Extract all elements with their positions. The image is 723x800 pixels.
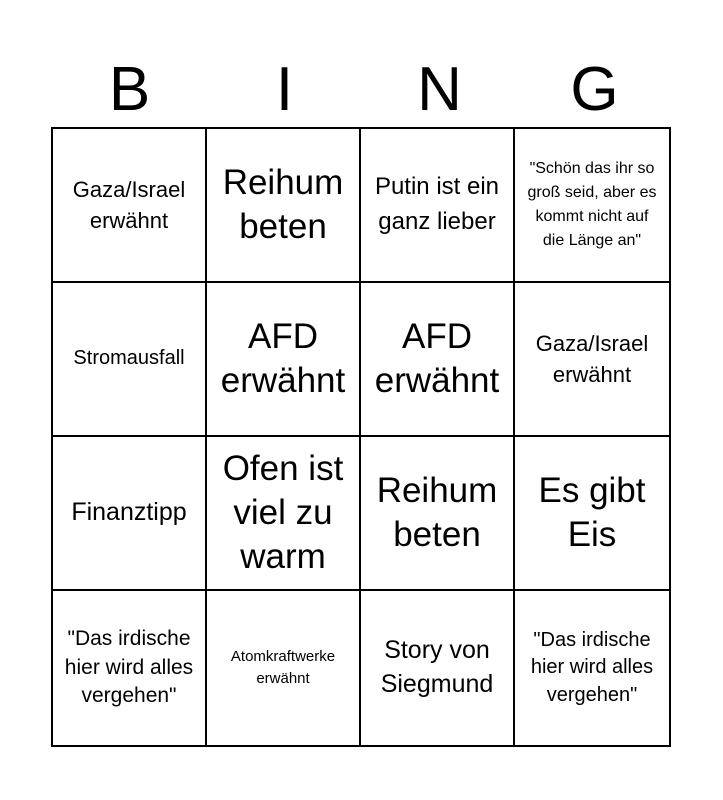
header-letter-g: G: [570, 55, 619, 124]
header-letter-b: B: [108, 55, 151, 124]
bingo-cell[interactable]: [207, 437, 361, 591]
header-letter-i: I: [275, 55, 294, 124]
header-letter-n: N: [417, 55, 462, 124]
bingo-cell[interactable]: [207, 129, 361, 283]
bingo-cell-text: Es gibt Eis: [538, 471, 646, 554]
bingo-cell[interactable]: [207, 591, 361, 745]
bingo-cell[interactable]: [207, 283, 361, 437]
bingo-cell[interactable]: [361, 129, 515, 283]
bingo-cell-text: Story von Siegmund: [380, 636, 494, 698]
bingo-cell-text: AFD erwähnt: [374, 317, 500, 400]
bingo-cell[interactable]: [515, 129, 669, 283]
bingo-cell[interactable]: [515, 591, 669, 745]
bingo-cell-text: Reihum beten: [222, 163, 344, 246]
bingo-cell[interactable]: [361, 437, 515, 591]
bingo-cell-text: Ofen ist viel zu warm: [222, 449, 344, 576]
bingo-cell[interactable]: [53, 591, 207, 745]
bingo-cell-text: Gaza/Israel erwähnt: [72, 176, 186, 233]
bingo-cell[interactable]: [515, 437, 669, 591]
bingo-cell-text: Finanztipp: [71, 498, 187, 527]
bingo-cell[interactable]: [361, 591, 515, 745]
bingo-header: [52, 52, 672, 128]
bingo-cell-text: "Das irdische hier wird alles vergehen": [530, 629, 654, 706]
bingo-cell[interactable]: [53, 129, 207, 283]
bingo-cell-text: Putin ist ein ganz lieber: [374, 173, 500, 235]
bingo-cell[interactable]: [515, 283, 669, 437]
bingo-cell[interactable]: [361, 283, 515, 437]
bingo-cell-text: "Schön das ihr so groß seid, aber es kommt nicht auf die Länge an": [527, 160, 657, 249]
bingo-cell-text: AFD erwähnt: [220, 317, 346, 400]
bingo-cell-text: Atomkraftwerke erwähnt: [230, 647, 336, 687]
bingo-card-grid: [51, 127, 671, 747]
bingo-cell[interactable]: [53, 437, 207, 591]
bingo-cell[interactable]: [53, 283, 207, 437]
bingo-cell-text: "Das irdische hier wird alles vergehen": [64, 626, 194, 708]
bingo-cell-text: Gaza/Israel erwähnt: [535, 330, 649, 387]
bingo-cell-text: Stromausfall: [73, 347, 185, 370]
bingo-cell-text: Reihum beten: [376, 471, 498, 554]
